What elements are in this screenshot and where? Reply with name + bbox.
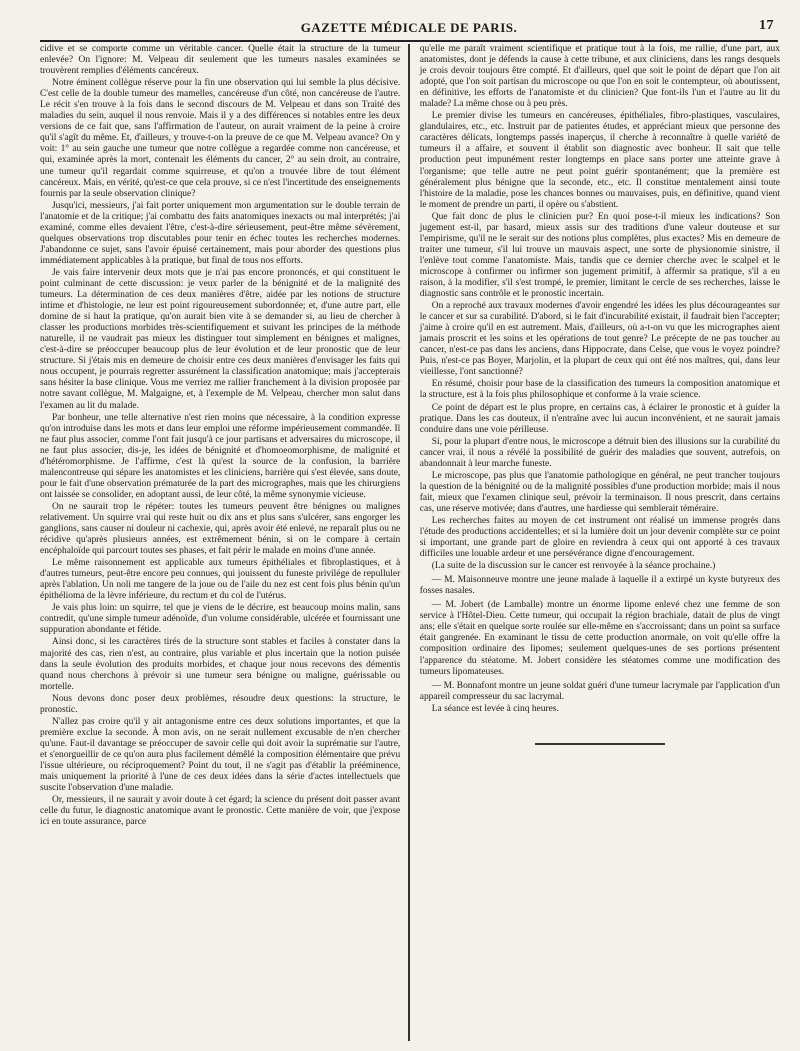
running-head xyxy=(40,10,778,42)
paragraph: cidive et se comporte comme un véritable cancer. Quelle était la structure de la tumeur enlevée? On l'ignore: M. Velpeau dit seulement que les tumeurs nasales examinées se trouvèrent remplies d'éléments cancéreux. xyxy=(40,44,401,77)
journal-title: GAZETTE MÉDICALE DE PARIS. xyxy=(300,20,518,35)
session-entry: — M. Bonnafont montre un jeune soldat guéri d'une tumeur lacrymale par l'application d'un appareil compresseur du sac lacrymal. xyxy=(419,680,780,702)
left-column xyxy=(40,44,408,1041)
paragraph: Or, messieurs, il ne saurait y avoir doute à cet égard; la science du présent doit passer avant celle du futur, le diagnostic anatomique avant le pronostic. Cette manière de voir, que j'expose ici en toute assurance, parce xyxy=(40,795,401,828)
paragraph: qu'elle me paraît vraiment scientifique et pratique tout à la fois, me rallie, d'une part, aux anatomistes, dont je défends la cause à cette tribune, et aux cliniciens, dans les rangs desquels je crois devoir toujours être compté. Et d'ailleurs, quel que soit le point de départ que l'on ait adopté, que l'on soit partisan du microscope ou que l'on en soit le contempteur, où aboutissent, en définitive, les efforts de l'anatomiste et du clinicien? Que font-ils l'un et l'autre au lit du malade? La même chose ou à peu près. xyxy=(419,44,780,110)
paragraph: Nous devons donc poser deux problèmes, résoudre deux questions: la structure, le pronostic. xyxy=(40,693,401,715)
paragraph: Si, pour la plupart d'entre nous, le microscope a détruit bien des illusions sur la curabilité du cancer vrai, il nous a révélé la possibilité de guérir des maladies que souvent, autrefois, on abandonnait à leur marche funeste. xyxy=(419,436,780,469)
paragraph: Par bonheur, une telle alternative n'est rien moins que nécessaire, à la condition expresse qu'on introduise dans les mots et dans leur emploi une réforme impérieusement commandée. Il ne faut plus associer, comme l'ont fait jusqu'à ce jour partisans et adversaires du microscope, il ne faut plus associer, dis-je, les idées de bénignité et d'homoeomorphisme, de malignité et d'hétéromorphisme. Je l'affirme, c'est là qu'est la source de la confusion, la barrière malencontreuse qui sépare les anatomistes et les cliniciens, barrière qui s'est élevée, sans doute, pour le fait d'une observation prématurée de la part des micrographes, mais que les chirurgiens ont laissée se consolider, en adoptant aussi, de leur côté, la même synonymie vicieuse. xyxy=(40,412,401,500)
paragraph: On ne saurait trop le répéter: toutes les tumeurs peuvent être bénignes ou malignes relativement. Un squirre vrai qui reste huit ou dix ans et plus sans s'ulcérer, sans engorger les ganglions, sans causer ni douleur ni cachexie, qui, après avoir été enlevé, ne reparaît plus ou ne récidive qu'après plusieurs années, est extrêmement bénin, si on le compare à certain encéphaloïde qui parcourt toutes ses phases, et fait périr le malade en moins d'une année. xyxy=(40,501,401,557)
session-entry: — M. Jobert (de Lamballe) montre un énorme lipome enlevé chez une femme de son service à l'Hôtel-Dieu. Cette tumeur, qui occupait la région brachiale, datait de plus de vingt ans; elle s'était en quelque sorte roulée sur elle-même en s'accroissant; dans un point sa surface était gangrenée. En examinant le tissu de cette production anormale, on voit qu'elle offre la composition ordinaire des lipomes; seulement quelques-unes de ses portions présentent l'apparence du stéatome. M. Jobert considère les stéatomes comme une modification des tumeurs lipomateuses. xyxy=(419,600,780,677)
paragraph: Le premier divise les tumeurs en cancéreuses, épithéliales, fibro-plastiques, vasculaires, glandulaires, etc., etc. Instruit par de patientes études, et appréciant mieux que personne des caractères délicats, longtemps passés inaperçus, il cherche à reconnaître à quelle variété de tumeurs il a affaire, et souvent il établit son diagnostic avec bonheur. Il sait que telle production peut impunément rester longtemps en place sans porter une atteinte grave à l'organisme; que telle autre ne peut point guérir spontanément; que la première est généralement plus bénigne que la seconde, etc., etc. Il constitue mentalement ainsi toute l'histoire de la maladie, pose les chances bonnes ou mauvaises, puis, en définitive, quand vient le moment de prendre un parti, il opère ou s'abstient. xyxy=(419,111,780,210)
paragraph: Que fait donc de plus le clinicien pur? En quoi pose-t-il mieux les indications? Son jugement est-il, par hasard, mieux assis sur des traditions d'une valeur douteuse et sur l'empirisme, qu'il ne le serait sur des notions plus complètes, plus exactes? Mis en demeure de traiter une tumeur, s'il lui trouve un mauvais aspect, une sorte de physionomie sinistre, il l'enlève tout comme l'anatomiste. Mais, tandis que ce dernier cherche avec le scalpel et le microscope à confirmer ou infirmer son jugement primitif, à affermir sa pratique, s'il a eu raison, à la modifier, s'il s'est trompé, le premier, limitant le cercle de ses recherches, laisse le diagnostic sans contrôle et le pronostic incertain. xyxy=(419,211,780,300)
paragraph: Ce point de départ est le plus propre, en certains cas, à éclairer le pronostic et à guider la pratique. Dans les cas douteux, il n'entraîne avec lui aucun inconvénient, et ne saurait jamais conduire dans une voie périlleuse. xyxy=(419,402,780,435)
paragraph: N'allez pas croire qu'il y ait antagonisme entre ces deux solutions importantes, et que la première exclue la seconde. À mon avis, on ne serait nullement excusable de n'en chercher qu'une. Faut-il davantage se préoccuper de savoir celle qui doit avoir la suprématie sur l'autre, et s'enorgueillir de ce qu'on aura plus facilement démêlé la composition élémentaire que prévu l'issue ultérieure, ou réciproquement? Point du tout, il ne s'agit pas d'établir la prééminence, mais uniquement la priorité à l'une de ces deux idées dans la série d'actes intellectuels que suscite l'observation d'une maladie. xyxy=(40,716,401,794)
paragraph: Le même raisonnement est applicable aux tumeurs épithéliales et fibroplastiques, et à d'autres tumeurs, peut-être encore peu connues, qui jouissent du funeste privilége de repulluler après l'ablation. Un noli me tangere de la joue ou de l'aile du nez est cent fois plus bénin qu'un épithélioma de la lèvre inférieure, du rectum et du col de l'utérus. xyxy=(40,558,401,602)
session-entry: — M. Maisonneuve montre une jeune malade à laquelle il a extirpé un kyste butyreux des fosses nasales. xyxy=(419,575,780,597)
paragraph: En résumé, choisir pour base de la classification des tumeurs la composition anatomique et la structure, est à la fois plus philosophique et conforme à la vraie science. xyxy=(419,379,780,401)
paragraph: Je vais faire intervenir deux mots que je n'ai pas encore prononcés, et qui constituent le point culminant de cette discussion: je veux parler de la bénignité et de la malignité des tumeurs. La détermination de ces deux manières d'être, aidée par les notions de structure intime et d'histologie, ne leur est point rigoureusement subordonnée; et, d'une autre part, elle domine de si haut la pratique, qu'on aurait bien vite à se demander si, au lieu de chercher à classer les productions morbides très-scientifiquement et suivant les principes de la méthode naturelle, il ne vaudrait pas mieux les distinguer tout simplement en bénignes et malignes, c'est-à-dire se préoccuper beaucoup plus de leur évolution et de leur pronostic que de leur structure. Si j'étais mis en demeure de choisir entre ces deux manières d'envisager les faits qui nous occupent, je pourrais regretter assurément la classification anatomique; mais j'accepterais sans hésiter la base clinique. Vous me verriez me rallier franchement à la division proposée par notre savant collègue, M. Malgaigne, et, à l'exemple de M. Velpeau, chercher mon salut dans l'examen au lit du malade. xyxy=(40,267,401,411)
page-number: 17 xyxy=(759,18,774,33)
paragraph: Je vais plus loin: un squirre, tel que je viens de le décrire, est beaucoup moins malin, sans contredit, qu'une simple tumeur adénoïde, d'un volume considérable, ulcérée et fournissant une suppuration abondante et fétide. xyxy=(40,603,401,636)
paragraph: Jusqu'ici, messieurs, j'ai fait porter uniquement mon argumentation sur le double terrain de l'anatomie et de la critique; j'ai combattu des faits anatomiques inexacts ou mal interprétés; j'ai examiné, comme elles devaient l'être, c'est-à-dire sérieusement, peut-être même sévèrement, quelques observations trop discutables pour tenir en échec toutes les recherches modernes. J'abandonne ce sujet, sans l'avoir épuisé certainement, mais pour aborder des questions plus immédiatement applicables à la pratique, but final de tous nos efforts. xyxy=(40,200,401,266)
closing-line: La séance est levée à cinq heures. xyxy=(431,703,559,714)
paragraph: Ainsi donc, si les caractères tirés de la structure sont stables et faciles à constater dans la majorité des cas, rien n'est, au contraire, plus variable et plus incertain que la notion puisée dans la seule évolution des produits morbides, et chaque jour nous recevons des démentis quand nous cherchons à prévoir si une tumeur sera bénigne ou maligne, guérissable ou mortelle. xyxy=(40,637,401,692)
text-columns xyxy=(40,44,780,1041)
paragraph: On a reproché aux travaux modernes d'avoir engendré les idées les plus décourageantes sur le cancer et sur sa curabilité. D'abord, si le fait d'incurabilité existait, il faudrait bien l'accepter; j'aime à croire qu'il en est autrement. Mais, d'ailleurs, où a-t-on vu que les micrographes aient jamais proscrit et les soins et les opérations de tout genre? Le précepte de ne pas toucher au cancer, n'est-ce pas dans les anciens, dans Hippocrate, dans Celse, que vous le voyez poindre? Puis, n'est-ce pas Boyer, Marjolin, et la plupart de ceux qui ont été nos maîtres, qui, dans leur vieillesse, l'ont sanctionné? xyxy=(419,301,780,378)
paragraph: Notre éminent collègue réserve pour la fin une observation qui lui semble la plus décisive. C'est celle de la double tumeur des mamelles, cancéreuse d'un côté, non cancéreuse de l'autre. Le récit s'en trouve à la fois dans le second discours de M. Velpeau et dans son Traité des maladies du sein, auquel il nous renvoie. Mais il y a des différences si notables entre les deux versions de ce fait que, sans l'affirmation de l'auteur, on aurait vraiment de la peine à croire qu'il s'agît du même. Et, d'ailleurs, y trouve-t-on la preuve de ce que M. Velpeau avance? On y voit: 1° au sein gauche une tumeur que notre collègue a regardée comme non cancéreuse, et qui, examinée après la mort, contenait les éléments du cancer, 2° au sein droit, au contraire, une tumeur qu'il regardait comme squirreuse, et qu'on a trouvée libre de tout élément cancéreux. Mais, en vérité, qu'est-ce que cela prouve, si ce n'est l'incertitude des enseignements fournis par la seule observation clinique? xyxy=(40,78,401,199)
right-column xyxy=(410,44,780,1041)
end-rule xyxy=(535,743,665,745)
paragraph: (La suite de la discussion sur le cancer est renvoyée à la séance prochaine.) xyxy=(431,561,716,572)
paragraph: Le microscope, pas plus que l'anatomie pathologique en général, ne peut trancher toujours la question de la bénignité ou de la malignité possibles d'une production morbide; mais il nous fait, mieux que l'examen clinique seul, prévoir la terminaison. Il nous prescrit, dans certains cas, une réserve motivée; dans d'autres, une hardiesse qui semblerait téméraire. xyxy=(419,470,780,514)
paragraph: Les recherches faites au moyen de cet instrument ont réalisé un immense progrès dans l'étude des productions accidentelles; et si la lumière doit un jour devenir complète sur ce point si important, une grande part de gloire en reviendra à ceux qui ont apporté à ces travaux difficiles une louable ardeur et une persévérance digne d'encouragement. xyxy=(419,515,780,560)
